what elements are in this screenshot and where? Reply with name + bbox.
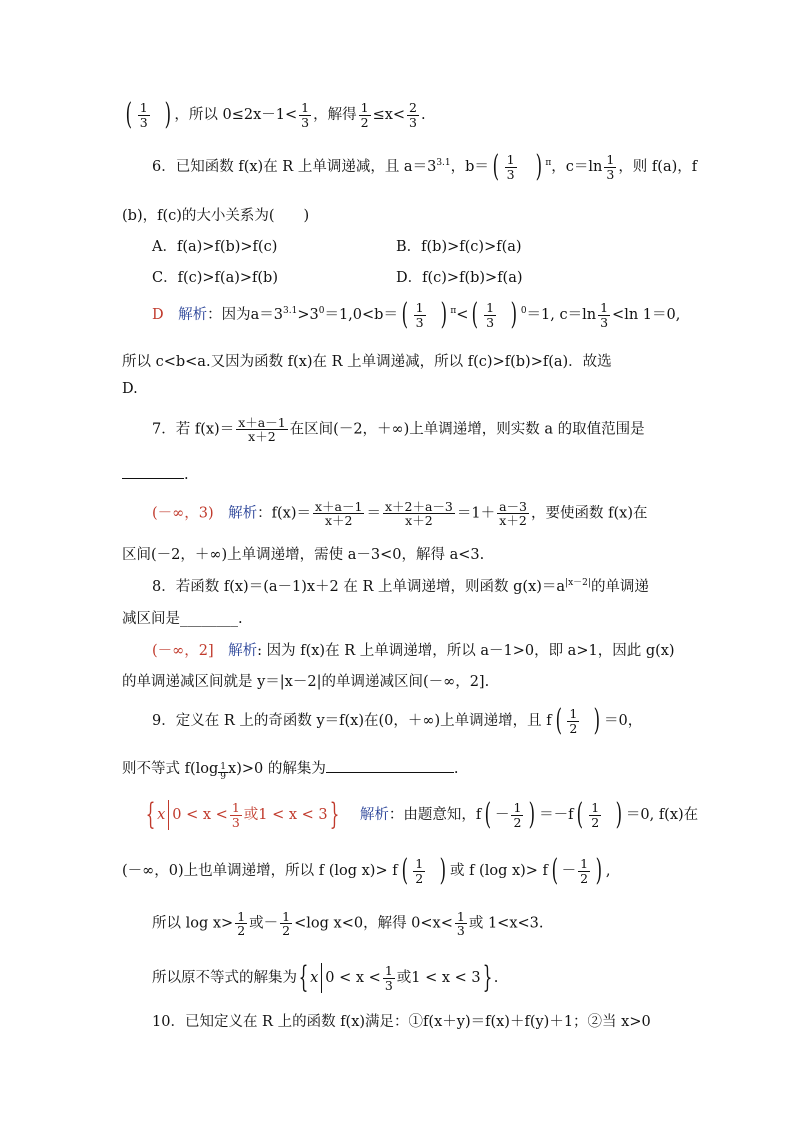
- q9-solution-line1: { x 0 < x < $\frac{1}{3}$ 或1 < x < 3} 解析：由题意知，f ( － $\frac{1}{2}$ ) ＝－f ( $\frac{1}{2}$ ) ＝0, f(x)在: [145, 797, 699, 832]
- q9-solution-label: 解析: [359, 807, 389, 823]
- q6-solution-line3: D.: [122, 381, 138, 397]
- q6-solution-line2: 所以 c<b<a.又因为函数 f(x)在 R 上单调递减，所以 f(c)>f(b)>f(a)．故选: [122, 354, 612, 370]
- q7-solution-label: 解析: [228, 505, 258, 522]
- q7-answer-blank: [122, 464, 184, 479]
- q7-solution-line1: (－∞，3) 解析：f(x)＝ $\frac{x+a-1}{x+2}$ ＝ $\frac{x+2+a-3}{x+2}$ ＝1＋ $\frac{a-3}{x+2}$ ，要使函数 f(x)在: [152, 499, 648, 529]
- q9-stem-line1: 9．定义在 R 上的奇函数 y＝f(x)在(0，＋∞)上单调递增，且 f ( $\frac{1}{2}$ ) ＝0，: [152, 703, 643, 738]
- q8-stem-line1: 8．若函数 f(x)＝(a－1)x＋2 在 R 上单调递增，则函数 $g(x)=a^{|x-2|}$的单调递: [152, 578, 649, 595]
- q8-answer: (－∞，2]: [152, 643, 214, 659]
- q7-solution-line2: 区间(－2，＋∞)上单调递增，需使 a－3<0，解得 a<3.: [122, 547, 485, 563]
- q9-solution-line2: (－∞，0)上也单调递增，所以 f (log x)> f ( $\frac{1}{2}$ ) 或 f (log x)> f ( － $\frac{1}{2}$ ) ,: [122, 853, 611, 888]
- q10-stem-line1: 10．已知定义在 R 上的函数 f(x)满足：①f(x＋y)＝f(x)＋f(y)＋1；②当 x>0: [152, 1014, 651, 1030]
- q7-answer: (－∞，3): [152, 505, 214, 522]
- q6-solution-label: 解析: [178, 307, 208, 323]
- q7-stem-line2: .: [122, 464, 794, 483]
- q9-solution-line4: 所以原不等式的解集为{ x 0 < x < $\frac{1}{3}$ 或1 < x < 3} .: [152, 960, 499, 995]
- q6-option-b: B．f(b)>f(c)>f(a): [396, 239, 522, 255]
- line-1: ( $\frac{1}{3}$ ) ，所以 0≤2x－1< $\frac{1}{3}$ ，解得 $\frac{1}{2}$ ≤x< $\frac{2}{3}$ .: [125, 97, 426, 132]
- q6-solution-line1: D 解析：因为$a=3^{3.1}>3^0=1,0<b=$ ( $\frac{1}{3}$ ) $^\pi$< ( $\frac{1}{3}$ ) $^0$＝1, c＝ln $\frac{1}{3}$ <ln 1＝0,: [152, 297, 681, 332]
- q6-stem-line2: (b)，f(c)的大小关系为( ): [122, 208, 310, 224]
- q6-stem-line1: 6．已知函数 f(x)在 R 上单调递减，且 $a=3^{3.1}$，b＝ ( $\frac{1}{3}$ ) $^\pi$，c＝ln $\frac{1}{3}$ ，则 f(a)，f: [152, 149, 698, 184]
- q6-option-a: A．f(a)>f(b)>f(c): [152, 239, 278, 255]
- q8-stem-line2: 减区间是________.: [122, 611, 243, 627]
- q7-stem-line1: 7．若 f(x)＝ $\frac{x+a-1}{x+2}$ 在区间(－2，＋∞)上单调递增，则实数 a 的取值范围是: [152, 415, 645, 445]
- q6-answer: D: [152, 307, 164, 323]
- q9-answer-blank: [326, 758, 454, 773]
- q8-solution-line1: (－∞，2] 解析: 因为 f(x)在 R 上单调递增，所以 a－1>0，即 a>1，因此 g(x): [152, 643, 675, 659]
- q9-solution-line3: 所以 log x> $\frac{1}{2}$ 或－ $\frac{1}{2}$ <log x<0，解得 0<x< $\frac{1}{3}$ 或 1<x<3.: [152, 909, 544, 939]
- q9-stem-line2: 则不等式 f(log $_{\frac{1}{9}}$ x)>0 的解集为 .: [122, 757, 794, 782]
- q6-option-c: C．f(c)>f(a)>f(b): [152, 270, 278, 286]
- q8-solution-line2: 的单调递减区间就是 y＝|x－2|的单调递减区间(－∞，2].: [122, 674, 490, 690]
- q6-option-d: D．f(c)>f(b)>f(a): [396, 270, 523, 286]
- q9-answer-set: { x 0 < x < $\frac{1}{3}$ 或1 < x < 3}: [145, 797, 339, 832]
- q8-solution-label: 解析: [228, 643, 258, 659]
